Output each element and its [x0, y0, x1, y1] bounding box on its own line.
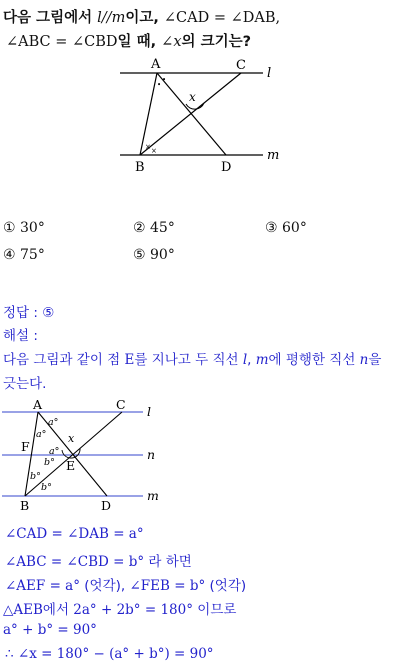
label-F: F — [21, 439, 30, 454]
line-l: l — [97, 10, 102, 26]
solution-line-6: ∴ ∠x = 180° − (a° + b°) = 90° — [5, 646, 214, 662]
label-x: x — [68, 432, 75, 445]
label-m: m — [267, 148, 280, 163]
explanation-header: 해설 : — [3, 328, 38, 344]
angle-mark-cross-2: × — [151, 147, 157, 155]
label-x: x — [189, 90, 196, 104]
label-n: n — [147, 447, 156, 462]
question-line-1: 다음 그림에서 l//m이고, ∠CAD = ∠DAB, — [3, 10, 281, 26]
segment-BC — [25, 412, 122, 496]
angle-mark-cross-1: × — [145, 143, 151, 151]
solution-line-1: ∠CAD = ∠DAB = a° — [5, 526, 144, 542]
angle-b-2: b° — [30, 471, 41, 482]
figure-2 — [0, 396, 175, 516]
solution-line-2: ∠ABC = ∠CBD = b° 라 하면 — [5, 554, 192, 570]
label-E: E — [66, 458, 76, 473]
choice-5[interactable]: ⑤ 90° — [133, 247, 175, 263]
label-A: A — [33, 397, 43, 412]
label-m: m — [147, 488, 159, 503]
segment-BC — [140, 73, 241, 155]
label-l: l — [147, 404, 151, 419]
segment-AB — [25, 412, 38, 496]
figure-1 — [100, 54, 300, 176]
choice-4[interactable]: ④ 75° — [3, 247, 45, 263]
label-D: D — [101, 498, 112, 513]
angle-mark-dot-1: • — [162, 76, 167, 84]
angle-a-2: a° — [36, 429, 47, 440]
solution-line-3: ∠AEF = a° (엇각), ∠FEB = b° (엇각) — [5, 578, 247, 594]
angle-b-1: b° — [44, 457, 55, 468]
angle-mark-dot-2: • — [157, 81, 162, 89]
solution-line-5: a° + b° = 90° — [3, 622, 97, 638]
angle-condition-2: ∠ABC = ∠CBD — [6, 34, 118, 50]
label-D: D — [221, 160, 232, 175]
angle-b-3: b° — [41, 482, 52, 493]
angle-a-3: a° — [49, 446, 60, 457]
explanation-line-2: 긋는다. — [3, 376, 47, 392]
label-l: l — [267, 66, 272, 81]
choice-3[interactable]: ③ 60° — [265, 220, 307, 236]
choice-1[interactable]: ① 30° — [3, 220, 45, 236]
solution-line-4: △AEB에서 2a° + 2b° = 180° 이므로 — [3, 602, 237, 618]
label-A: A — [151, 57, 161, 72]
label-B: B — [135, 160, 145, 175]
line-m: m — [111, 10, 126, 26]
angle-condition-1: ∠CAD = ∠DAB, — [163, 10, 281, 26]
choice-2[interactable]: ② 45° — [133, 220, 175, 236]
question-line-2: ∠ABC = ∠CBD일 때, ∠x의 크기는? — [6, 34, 252, 50]
label-C: C — [236, 58, 246, 73]
segment-AD — [157, 73, 226, 155]
explanation-line-1: 다음 그림과 같이 점 E를 지나고 두 직선 l, m에 평행한 직선 n을 — [3, 352, 382, 368]
answer-label: 정답 : ⑤ — [3, 305, 55, 321]
label-B: B — [20, 498, 30, 513]
label-C: C — [116, 397, 126, 412]
angle-a-1: a° — [48, 417, 59, 428]
